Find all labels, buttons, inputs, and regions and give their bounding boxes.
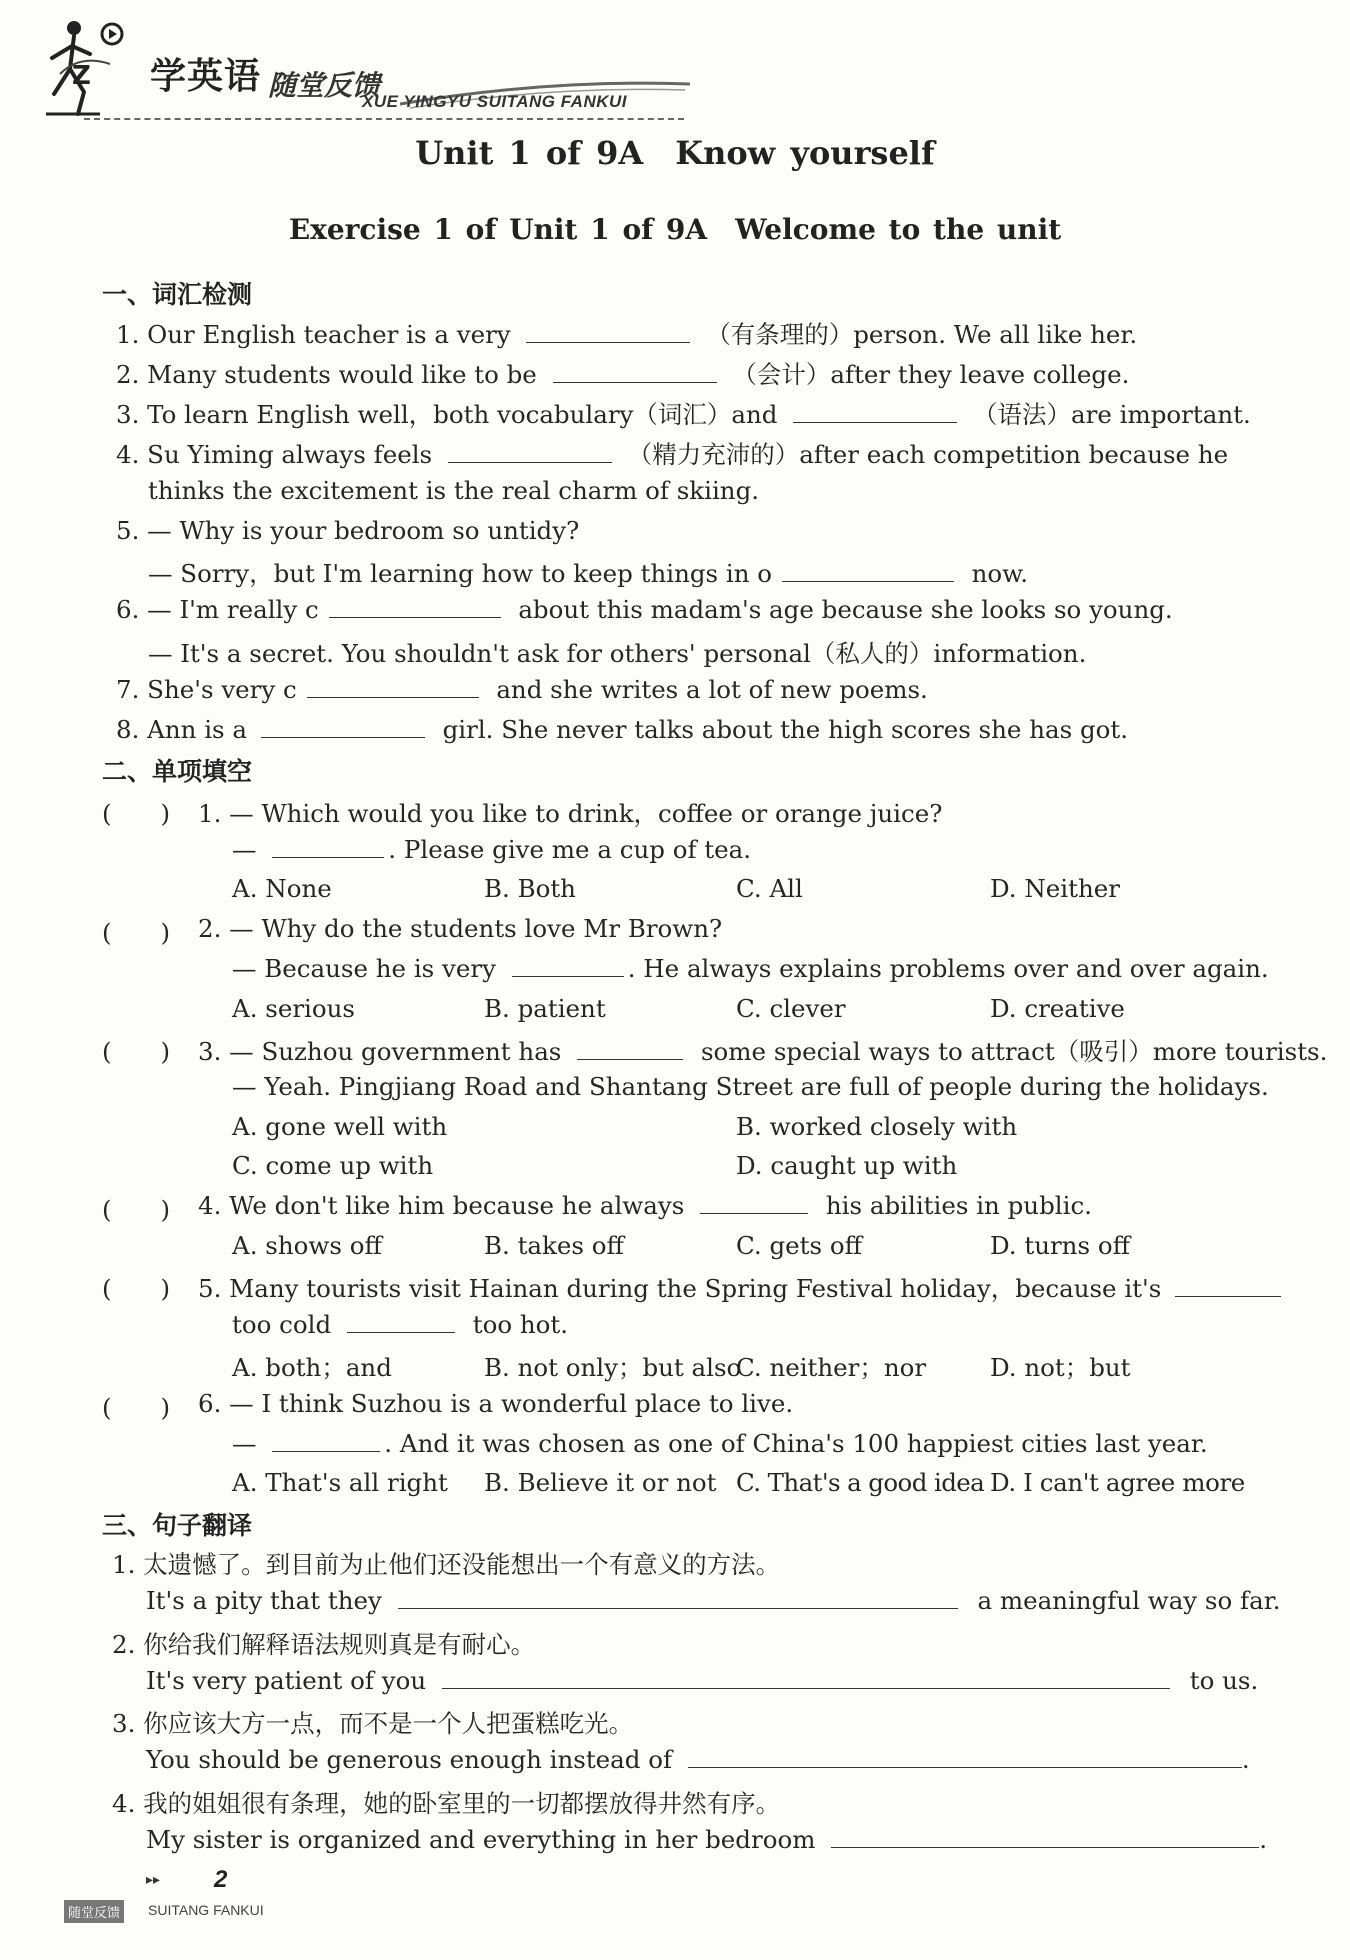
option-b[interactable]: B. Both [484,874,576,903]
answer-blank[interactable] [272,1429,380,1452]
vocab-item-text: （有条理的）person. We all like her. [706,320,1138,349]
page-number: 2 [214,1866,228,1893]
answer-blank[interactable] [700,1191,808,1214]
answer-blank[interactable] [307,675,479,698]
choice-question-3 [198,1033,1327,1068]
runner-logo-icon [40,14,130,124]
choice-question-5 [198,1270,1281,1305]
vocab-item-text: now. [971,559,1029,588]
vocab-item-text: （精力充沛的）after each competition because he [627,440,1229,469]
header [40,14,680,124]
section-heading-translation: 三、句子翻译 [102,1511,253,1540]
footer-pinyin: SUITANG FANKUI [148,1902,264,1918]
header-pinyin: XUE YINGYU SUITANG FANKUI [362,92,628,111]
vocab-item-text: 4. Su Yiming always feels [116,440,433,469]
translation-en-1 [146,1586,1281,1615]
vocab-item-text: 3. To learn English well，both vocabulary（词汇）and [116,400,778,429]
translation-text: . [1259,1825,1268,1854]
answer-blank[interactable] [448,440,612,463]
answer-blank[interactable] [1175,1274,1281,1297]
option-a[interactable]: A. gone well with [232,1112,448,1141]
answer-blank[interactable] [793,400,957,423]
vocab-item-text: about this madam's age because she looks so young. [518,595,1173,624]
answer-blank[interactable] [688,1745,1242,1768]
option-d[interactable]: D. Neither [990,874,1120,903]
answer-blank[interactable] [329,595,501,618]
choice-question-1: 1. — Which would you like to drink，coffee or orange juice? [198,799,943,828]
vocab-item-text: （语法）are important. [973,400,1251,429]
choice-question-2-reply [232,954,1269,983]
answer-blank[interactable] [347,1310,455,1333]
footer-badge: 随堂反馈 [64,1900,124,1923]
reply-text: . And it was chosen as one of China's 100 happiest cities last year. [384,1429,1208,1458]
option-d[interactable]: D. creative [990,994,1125,1023]
translation-cn-4: 4. 我的姐姐很有条理，她的卧室里的一切都摆放得井然有序。 [112,1789,781,1818]
footer-arrows-icon: ▸▸ [146,1872,161,1888]
question-text: 3. — Suzhou government has [198,1037,562,1066]
vocab-item-text: — Sorry，but I'm learning how to keep things in o [148,559,773,588]
answer-blank[interactable] [577,1037,683,1060]
option-b[interactable]: B. Believe it or not [484,1468,717,1497]
section-heading-vocabulary: 一、词汇检测 [102,280,253,309]
option-a[interactable]: A. both；and [232,1353,392,1382]
question-text: some special ways to attract（吸引）more tourists. [700,1037,1328,1066]
answer-blank[interactable] [526,320,690,343]
translation-text: It's a pity that they [146,1586,382,1615]
choice-question-5-cont [232,1310,568,1339]
vocab-item-3 [116,396,1251,431]
translation-text: You should be generous enough instead of [146,1745,673,1774]
translation-en-2 [146,1666,1258,1695]
vocab-item-5-reply [148,555,1028,590]
answer-parenthesis[interactable]: ( ) [102,918,171,947]
vocab-item-5: 5. — Why is your bedroom so untidy? [116,516,580,545]
vocab-item-1 [116,316,1137,351]
question-text: too hot. [472,1310,569,1339]
answer-blank[interactable] [261,715,425,738]
exercise-title: Exercise 1 of Unit 1 of 9A Welcome to the unit [288,213,1062,246]
dash-text: — [232,1429,257,1458]
option-c[interactable]: C. come up with [232,1151,434,1180]
vocab-item-6-reply: — It's a secret. You shouldn't ask for others' personal（私人的）information. [148,639,1087,668]
answer-parenthesis[interactable]: ( ) [102,1274,171,1303]
header-cn-title: 学英语 [150,56,262,97]
vocab-item-8 [116,715,1128,744]
answer-blank[interactable] [831,1825,1259,1848]
answer-parenthesis[interactable]: ( ) [102,1195,171,1224]
option-b[interactable]: B. takes off [484,1231,624,1260]
unit-title: Unit 1 of 9A Know yourself [415,134,935,172]
answer-blank[interactable] [272,835,384,858]
option-a[interactable]: A. That's all right [232,1468,448,1497]
option-b[interactable]: B. worked closely with [736,1112,1018,1141]
translation-text: a meaningful way so far. [977,1586,1281,1615]
answer-blank[interactable] [442,1666,1170,1689]
answer-blank[interactable] [398,1586,958,1609]
translation-en-4 [146,1825,1267,1854]
vocab-item-text: girl. She never talks about the high scores she has got. [442,715,1129,744]
reply-text: . Please give me a cup of tea. [388,835,752,864]
translation-cn-2: 2. 你给我们解释语法规则真是有耐心。 [112,1630,536,1659]
answer-parenthesis[interactable]: ( ) [102,1037,171,1066]
question-text: too cold [232,1310,332,1339]
choice-question-6-reply [232,1429,1208,1458]
vocab-item-text: 2. Many students would like to be [116,360,537,389]
choice-question-2: 2. — Why do the students love Mr Brown? [198,914,723,943]
vocab-item-4 [116,436,1228,471]
vocab-item-text: （会计）after they leave college. [732,360,1130,389]
translation-cn-3: 3. 你应该大方一点，而不是一个人把蛋糕吃光。 [112,1709,634,1738]
vocab-item-text: 1. Our English teacher is a very [116,320,511,349]
answer-blank[interactable] [553,360,717,383]
vocab-item-text: 8. Ann is a [116,715,248,744]
section-heading-choice: 二、单项填空 [102,757,253,786]
option-a[interactable]: A. serious [232,994,355,1023]
option-b[interactable]: B. patient [484,994,606,1023]
choice-question-6: 6. — I think Suzhou is a wonderful place to live. [198,1389,794,1418]
option-c[interactable]: C. clever [736,994,846,1023]
answer-blank[interactable] [512,954,624,977]
reply-text: . He always explains problems over and over again. [627,954,1269,983]
option-b[interactable]: B. not only；but also [484,1353,742,1382]
answer-parenthesis[interactable]: ( ) [102,1393,171,1422]
option-c[interactable]: C. neither；nor [736,1353,927,1382]
translation-text: It's very patient of you [146,1666,427,1695]
vocab-item-7 [116,675,928,704]
option-d[interactable]: D. caught up with [736,1151,958,1180]
vocab-item-text: 6. — I'm really c [116,595,319,624]
option-c[interactable]: C. All [736,874,803,903]
option-c[interactable]: C. That's a good idea [736,1468,985,1497]
answer-parenthesis[interactable]: ( ) [102,799,171,828]
option-d[interactable]: D. I can't agree more [990,1468,1245,1497]
option-d[interactable]: D. turns off [990,1231,1130,1260]
option-c[interactable]: C. gets off [736,1231,862,1260]
question-text: 5. Many tourists visit Hainan during the Spring Festival holiday，because it's [198,1274,1162,1303]
question-text: 4. We don't like him because he always [198,1191,685,1220]
choice-question-1-reply [232,835,751,864]
vocab-item-6 [116,595,1173,624]
header-divider [84,118,684,120]
svg-text:Z: Z [72,61,91,91]
translation-en-3 [146,1745,1250,1774]
vocab-item-text: 7. She's very c [116,675,297,704]
vocab-item-2 [116,356,1129,391]
translation-text: My sister is organized and everything in her bedroom [146,1825,816,1854]
option-a[interactable]: A. shows off [232,1231,382,1260]
choice-question-3-reply: — Yeah. Pingjiang Road and Shantang Street are full of people during the holidays. [232,1072,1269,1101]
vocab-item-4-cont: thinks the excitement is the real charm of skiing. [148,476,760,505]
choice-question-4 [198,1191,1092,1220]
question-text: his abilities in public. [825,1191,1092,1220]
dash-text: — [232,835,257,864]
option-a[interactable]: A. None [232,874,332,903]
answer-blank[interactable] [782,559,954,582]
translation-text: to us. [1189,1666,1259,1695]
translation-cn-1: 1. 太遗憾了。到目前为止他们还没能想出一个有意义的方法。 [112,1550,781,1579]
reply-text: — Because he is very [232,954,496,983]
header-cn-subtitle: 随堂反馈 [268,69,381,102]
option-d[interactable]: D. not；but [990,1353,1131,1382]
translation-text: . [1241,1745,1250,1774]
vocab-item-text: and she writes a lot of new poems. [496,675,928,704]
